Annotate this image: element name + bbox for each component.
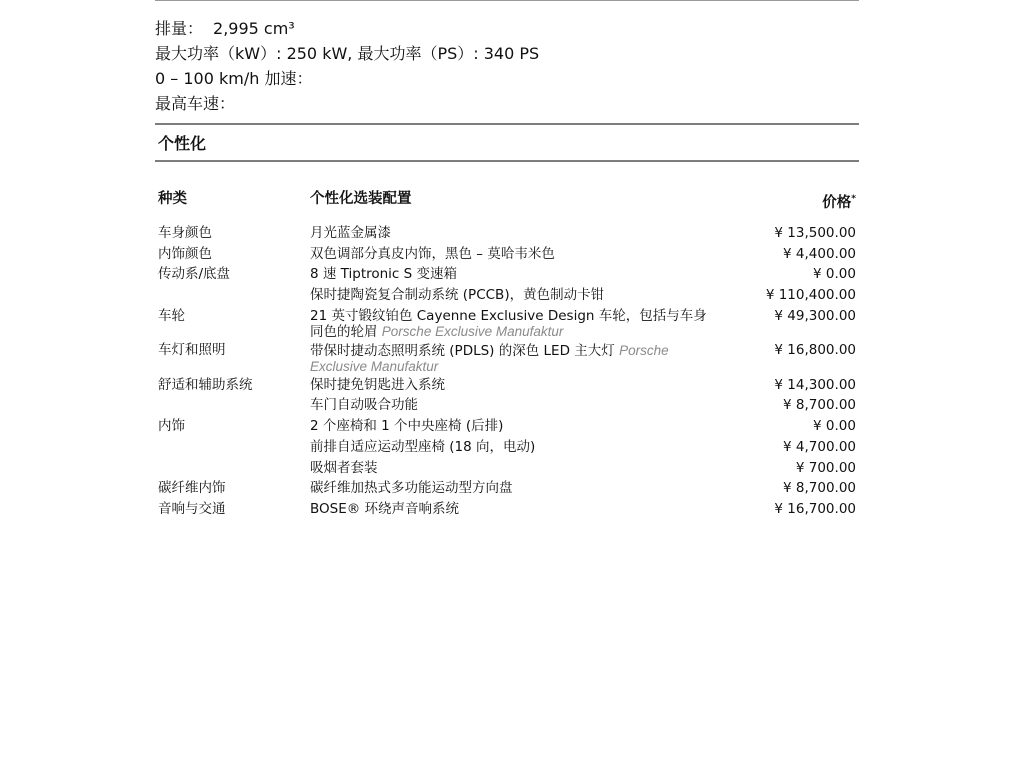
row-option-text: 碳纤维加热式多功能运动型方向盘: [310, 480, 513, 497]
row-price: ¥ 49,300.00: [774, 307, 856, 324]
section-divider-bottom: [155, 160, 859, 162]
row-option-text: 月光蓝金属漆: [310, 225, 391, 241]
header-price-label: 价格: [822, 194, 852, 211]
row-price: ¥ 4,400.00: [783, 245, 856, 262]
row-price: ¥ 0.00: [813, 418, 856, 435]
header-price-mark: *: [851, 194, 856, 204]
row-category: 舒适和辅助系统: [158, 376, 253, 393]
row-category: 内饰: [158, 418, 185, 435]
row-option-text: 8 速 Tiptronic S 变速箱: [310, 266, 458, 283]
manufaktur-note: Porsche Exclusive Manufaktur: [381, 323, 564, 339]
row-price: ¥ 13,500.00: [774, 225, 856, 241]
row-option: [310, 307, 715, 340]
row-category: 碳纤维内饰: [158, 480, 226, 497]
top-divider: [155, 0, 859, 1]
header-category: 种类: [158, 191, 187, 207]
row-category: 传动系/底盘: [158, 266, 231, 283]
header-price: [822, 188, 856, 214]
spec-label: 排量：: [155, 19, 204, 38]
row-option-text: 车门自动吸合功能: [310, 397, 418, 414]
options-table: [158, 224, 856, 521]
spec-value: 2,995 cm³: [213, 19, 295, 38]
engine-specs: [155, 16, 859, 116]
section-divider-top: [155, 123, 859, 125]
row-price: ¥ 14,300.00: [774, 376, 856, 393]
row-option: [310, 396, 715, 413]
row-option-text: 2 个座椅和 1 个中央座椅 (后排): [310, 418, 504, 435]
header-option: 个性化选装配置: [310, 191, 412, 207]
row-option: [310, 459, 715, 476]
row-option: [310, 341, 715, 375]
table-header: [158, 188, 856, 210]
row-category: 车身颜色: [158, 225, 212, 241]
row-category: 音响与交通: [158, 500, 226, 517]
row-price: ¥ 110,400.00: [765, 287, 856, 304]
row-category: 车轮: [158, 307, 185, 324]
table-row: [158, 417, 856, 438]
table-row: [158, 286, 856, 307]
table-row: [158, 307, 856, 342]
spec-acceleration: [155, 66, 859, 91]
row-option: [310, 376, 715, 393]
table-row: [158, 376, 856, 397]
row-option-text: 带保时捷动态照明系统 (PDLS) 的深色 LED 主大灯: [310, 343, 615, 360]
row-category: 车灯和照明: [158, 342, 226, 359]
row-option-text: BOSE® 环绕声音响系统: [310, 500, 460, 517]
row-option-text: 21 英寸锻纹铂色 Cayenne Exclusive Design 车轮，包括与车身同色的轮眉: [310, 307, 707, 340]
row-price: ¥ 0.00: [813, 266, 856, 283]
row-price: ¥ 700.00: [795, 459, 856, 476]
spec-label: 最大功率（kW）: 250 kW, 最大功率（PS）: 340 PS: [155, 44, 540, 63]
row-option: [310, 500, 715, 517]
row-option: [310, 224, 715, 241]
table-row: [158, 245, 856, 266]
row-category: 内饰颜色: [158, 245, 212, 262]
table-row: [158, 479, 856, 500]
row-price: ¥ 8,700.00: [783, 397, 856, 414]
manufaktur-note: Porsche Exclusive Manufaktur: [310, 343, 669, 375]
row-option: [310, 479, 715, 496]
row-option: [310, 245, 715, 262]
row-price: ¥ 8,700.00: [783, 480, 856, 497]
table-row: [158, 265, 856, 286]
row-option: [310, 286, 715, 303]
row-option-text: 保时捷陶瓷复合制动系统 (PCCB)，黄色制动卡钳: [310, 287, 605, 304]
row-option: [310, 438, 715, 455]
row-option: [310, 265, 715, 282]
row-option-text: 吸烟者套装: [310, 459, 378, 476]
row-price: ¥ 16,800.00: [774, 342, 856, 359]
spec-label: 最高车速：: [155, 94, 236, 113]
table-row: [158, 396, 856, 417]
spec-label: 0 – 100 km/h 加速：: [155, 69, 313, 88]
row-price: ¥ 4,700.00: [783, 438, 856, 455]
table-row: [158, 500, 856, 521]
table-row: [158, 438, 856, 459]
row-option-text: 双色调部分真皮内饰，黑色 – 莫哈韦米色: [310, 245, 555, 262]
spec-displacement: [155, 16, 859, 41]
spec-power: [155, 41, 859, 66]
row-option-text: 前排自适应运动型座椅 (18 向，电动): [310, 438, 536, 455]
table-row: [158, 341, 856, 376]
spec-top-speed: [155, 91, 859, 116]
table-row: [158, 224, 856, 245]
table-row: [158, 459, 856, 480]
row-option-text: 保时捷免钥匙进入系统: [310, 376, 445, 393]
row-price: ¥ 16,700.00: [774, 500, 856, 517]
row-option: [310, 417, 715, 434]
section-title: 个性化: [158, 134, 207, 153]
